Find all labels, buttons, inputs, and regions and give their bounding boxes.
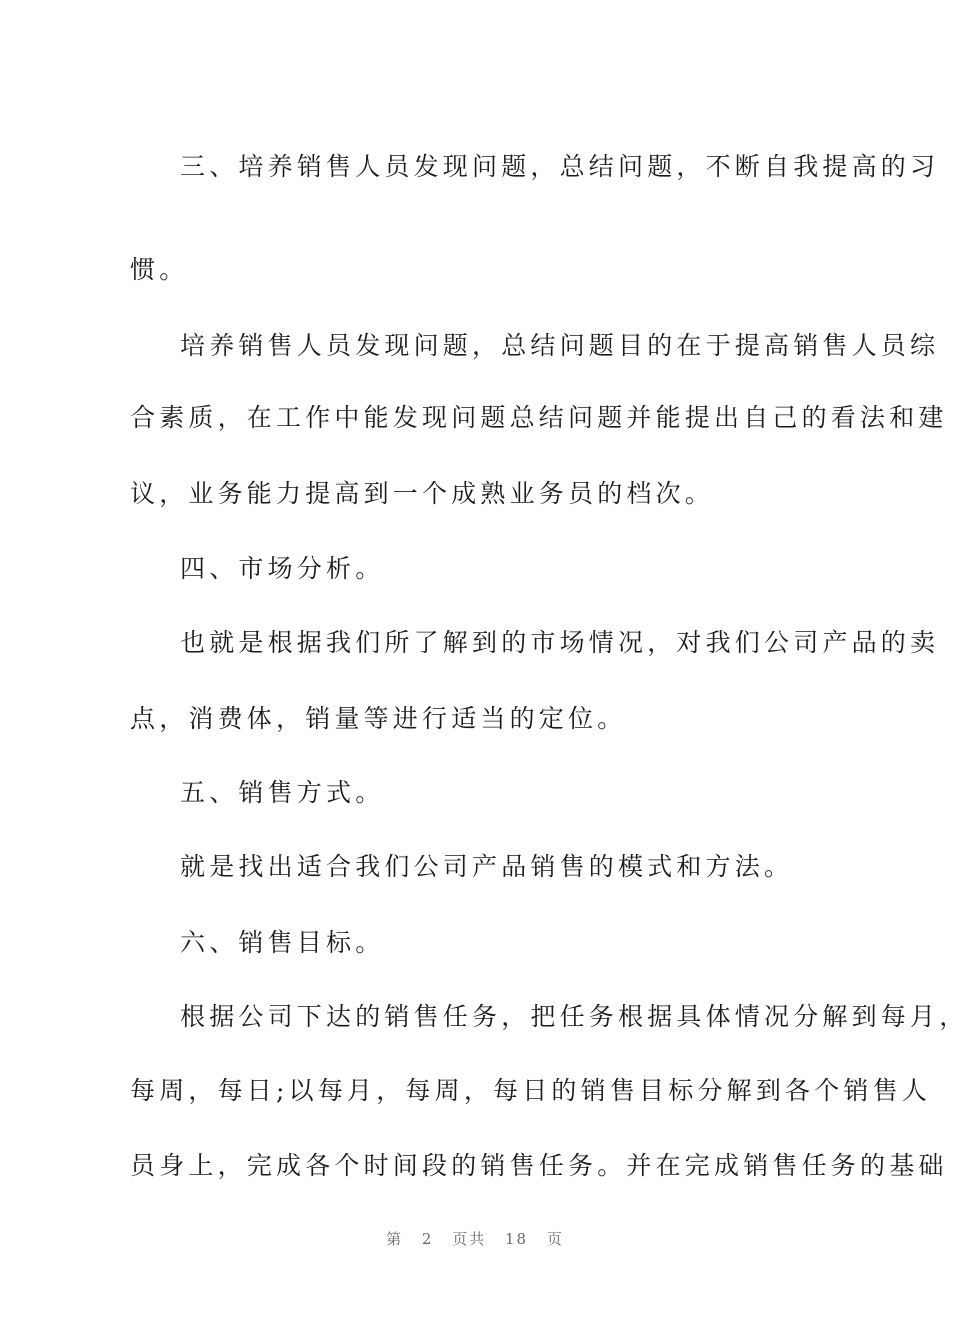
footer-label-ye-gong: 页共 (452, 1230, 487, 1248)
paragraph-line: 三、培养销售人员发现问题，总结问题，不断自我提高的习 (180, 152, 940, 181)
paragraph-line: 点，消费体，销量等进行适当的定位。 (130, 704, 627, 733)
footer-label-ye: 页 (546, 1230, 564, 1248)
paragraph-line: 惯。 (130, 255, 189, 284)
section-heading: 六、销售目标。 (180, 928, 385, 957)
paragraph-line: 议，业务能力提高到一个成熟业务员的档次。 (130, 479, 715, 508)
paragraph-line: 根据公司下达的销售任务，把任务根据具体情况分解到每月， (180, 1002, 968, 1031)
section-heading: 四、市场分析。 (180, 554, 385, 583)
paragraph-line: 也就是根据我们所了解到的市场情况，对我们公司产品的卖 (180, 628, 940, 657)
paragraph-line: 每周，每日;以每月，每周，每日的销售目标分解到各个销售人 (130, 1076, 932, 1105)
section-heading: 五、销售方式。 (180, 778, 385, 807)
footer-label-di: 第 (386, 1230, 404, 1248)
paragraph-line: 就是找出适合我们公司产品销售的模式和方法。 (180, 852, 794, 881)
paragraph-line: 员身上，完成各个时间段的销售任务。并在完成销售任务的基础 (130, 1151, 948, 1180)
footer-total-pages: 18 (505, 1230, 529, 1248)
footer-page-number: 2 (421, 1230, 434, 1248)
paragraph-line: 培养销售人员发现问题，总结问题目的在于提高销售人员综 (180, 331, 940, 360)
paragraph-line: 合素质，在工作中能发现问题总结问题并能提出自己的看法和建 (130, 403, 948, 432)
page-footer (0, 1228, 950, 1249)
